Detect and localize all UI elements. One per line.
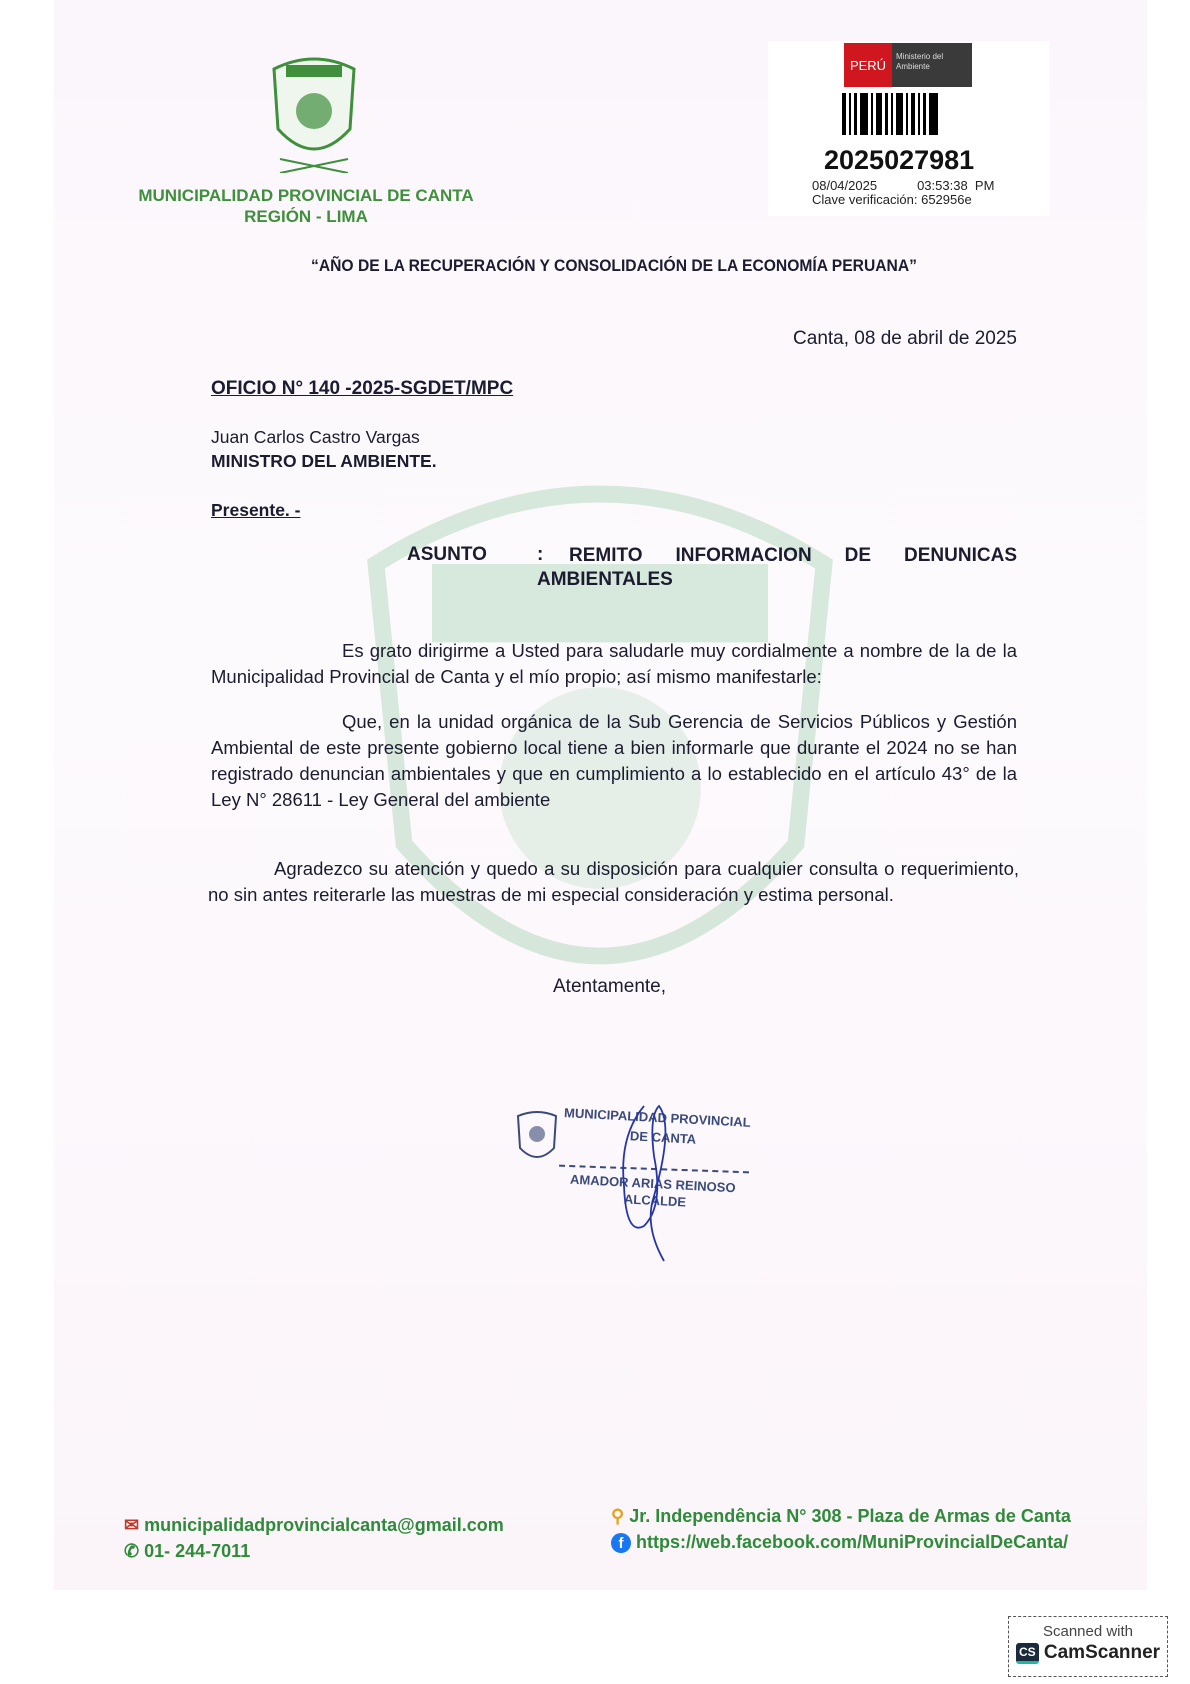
subject-separator: :	[537, 544, 544, 565]
camscanner-brand: CamScanner	[1043, 1642, 1161, 1663]
year-motto: “AÑO DE LA RECUPERACIÓN Y CONSOLIDACIÓN DE LA ECONOMÍA PERUANA”	[311, 256, 917, 275]
signature-stamp	[514, 1104, 764, 1264]
peru-ministry-logo	[844, 43, 972, 87]
paragraph-2: Que, en la unidad orgánica de la Sub Gerencia de Servicios Públicos y Gestión Ambiental de este presente gobierno local tiene a bien informarle que durante el 2024 no se han registrado denuncian ambientales y que en cumplimiento a lo establecido en el artículo 43° de la Ley N° 28611 - Ley General del ambiente	[211, 711, 1017, 810]
phone-icon: ✆	[124, 1541, 140, 1561]
footer-address: Jr. Independência N° 308 - Plaza de Armas de Canta	[629, 1506, 1071, 1526]
subject-label: ASUNTO	[407, 544, 487, 565]
country-label: PERÚ	[844, 43, 892, 87]
greeting: Presente. -	[211, 500, 301, 520]
footer-phone: 01- 244-7011	[144, 1541, 251, 1561]
paragraph-3: Agradezco su atención y quedo a su disposición para cualquier consulta o requerimiento, no sin antes reiterarle las muestras de mi especial consideración y estima personal.	[208, 858, 1019, 905]
footer-facebook[interactable]: https://web.facebook.com/MuniProvincialDeCanta/	[636, 1532, 1069, 1552]
scanned-with-label: Scanned with	[1042, 1623, 1134, 1640]
email-icon: ✉	[124, 1515, 140, 1535]
org-region: REGIÓN - LIMA	[244, 207, 368, 226]
paragraph-1: Es grato dirigirme a Usted para saludarle muy cordialmente a nombre de la de la Municipalidad Provincial de Canta y el mío propio; así mismo manifestarle:	[211, 640, 1017, 687]
camscanner-badge	[1008, 1616, 1168, 1677]
stamp-date: 08/04/2025	[812, 178, 878, 193]
subject-text: REMITO INFORMACION DE DENUNICAS AMBIENTALES	[537, 545, 1017, 590]
location-pin-icon: ⚲	[611, 1506, 625, 1526]
stamp-time: 03:53:38 PM	[917, 178, 995, 193]
closing: Atentamente,	[553, 976, 667, 997]
org-name: MUNICIPALIDAD PROVINCIAL DE CANTA	[138, 186, 474, 205]
barcode	[842, 93, 988, 135]
letter-reference: OFICIO N° 140 -2025-SGDET/MPC	[211, 378, 514, 399]
footer-email[interactable]: municipalidadprovincialcanta@gmail.com	[144, 1515, 504, 1535]
place-date: Canta, 08 de abril de 2025	[793, 328, 1017, 349]
municipal-seal-icon	[514, 1108, 560, 1166]
recipient-name: Juan Carlos Castro Vargas	[211, 427, 420, 447]
signer-title: ALCALDE	[623, 1191, 687, 1210]
signer-name: AMADOR ARIAS REINOSO	[569, 1171, 736, 1196]
camscanner-logo-icon: CS	[1016, 1643, 1039, 1664]
handwritten-signature	[614, 1096, 684, 1266]
verification-code: Clave verificación: 652956e	[812, 192, 972, 207]
recipient-title: MINISTRO DEL AMBIENTE.	[211, 451, 437, 471]
reception-stamp	[768, 41, 1050, 216]
municipality-logo	[260, 49, 368, 173]
facebook-icon: f	[611, 1533, 631, 1553]
registry-number: 2025027981	[824, 145, 975, 175]
ministry-label: Ministerio del Ambiente	[892, 43, 972, 87]
stamp-line2: DE CANTA	[629, 1128, 697, 1147]
stamp-line1: MUNICIPALIDAD PROVINCIAL	[563, 1105, 752, 1130]
